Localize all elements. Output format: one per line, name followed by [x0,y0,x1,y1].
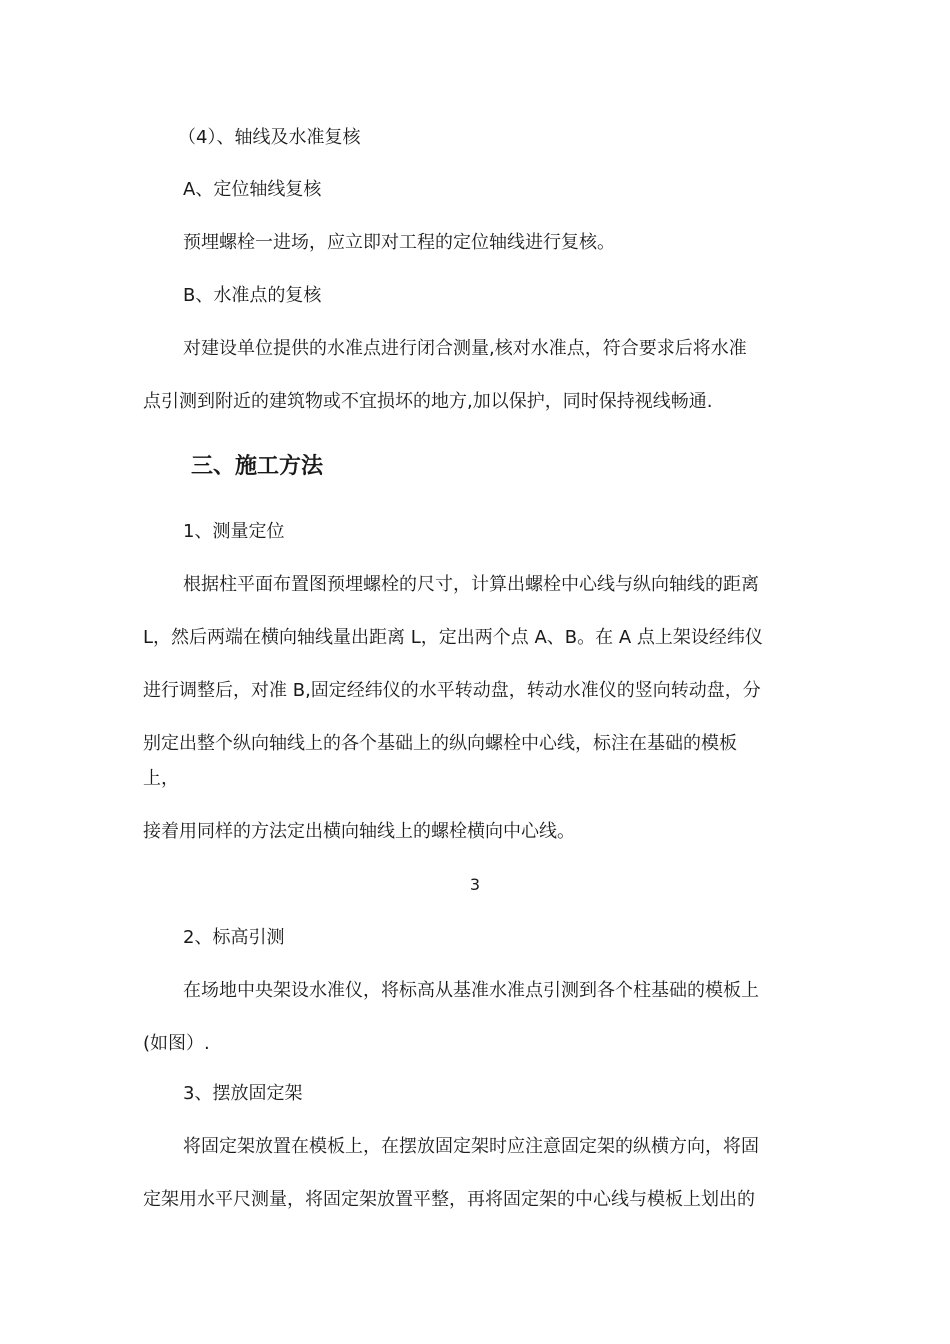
paragraph-1-line1: 根据柱平面布置图预埋螺栓的尺寸，计算出螺栓中心线与纵向轴线的距离 [183,574,759,595]
item-a-title: A、定位轴线复核 [183,179,322,200]
paragraph-1-line2: L，然后两端在横向轴线量出距离 L，定出两个点 A、B。在 A 点上架设经纬仪 [143,627,763,648]
paragraph-2-line1: 在场地中央架设水准仪，将标高从基准水准点引测到各个柱基础的模板上 [183,980,759,1001]
item-3-title: 3、摆放固定架 [183,1083,303,1104]
paragraph-3-line2: 定架用水平尺测量，将固定架放置平整，再将固定架的中心线与模板上划出的 [143,1189,755,1210]
paragraph-1-line3: 进行调整后，对准 B,固定经纬仪的水平转动盘，转动水准仪的竖向转动盘，分 [143,680,761,701]
subsection-title-axis-level-check: （4）、轴线及水准复核 [178,127,361,148]
item-1-title: 1、测量定位 [183,521,285,542]
item-2-title: 2、标高引测 [183,927,285,948]
item-b-title: B、水准点的复核 [183,285,322,306]
paragraph-1-line5: 上， [143,768,179,789]
paragraph-axis-check: 预埋螺栓一进场，应立即对工程的定位轴线进行复核。 [183,232,615,253]
paragraph-2-line2: (如图）. [143,1033,210,1054]
paragraph-level-point-line1: 对建设单位提供的水准点进行闭合测量,核对水准点，符合要求后将水准 [183,338,747,359]
paragraph-level-point-line2: 点引测到附近的建筑物或不宜损坏的地方,加以保护，同时保持视线畅通. [143,391,713,412]
paragraph-1-line6: 接着用同样的方法定出横向轴线上的螺栓横向中心线。 [143,821,575,842]
paragraph-1-line4: 别定出整个纵向轴线上的各个基础上的纵向螺栓中心线，标注在基础的模板 [143,733,737,754]
paragraph-3-line1: 将固定架放置在模板上，在摆放固定架时应注意固定架的纵横方向，将固 [183,1136,759,1157]
section-heading-construction-method: 三、施工方法 [191,454,324,479]
page-number: 3 [469,875,481,894]
